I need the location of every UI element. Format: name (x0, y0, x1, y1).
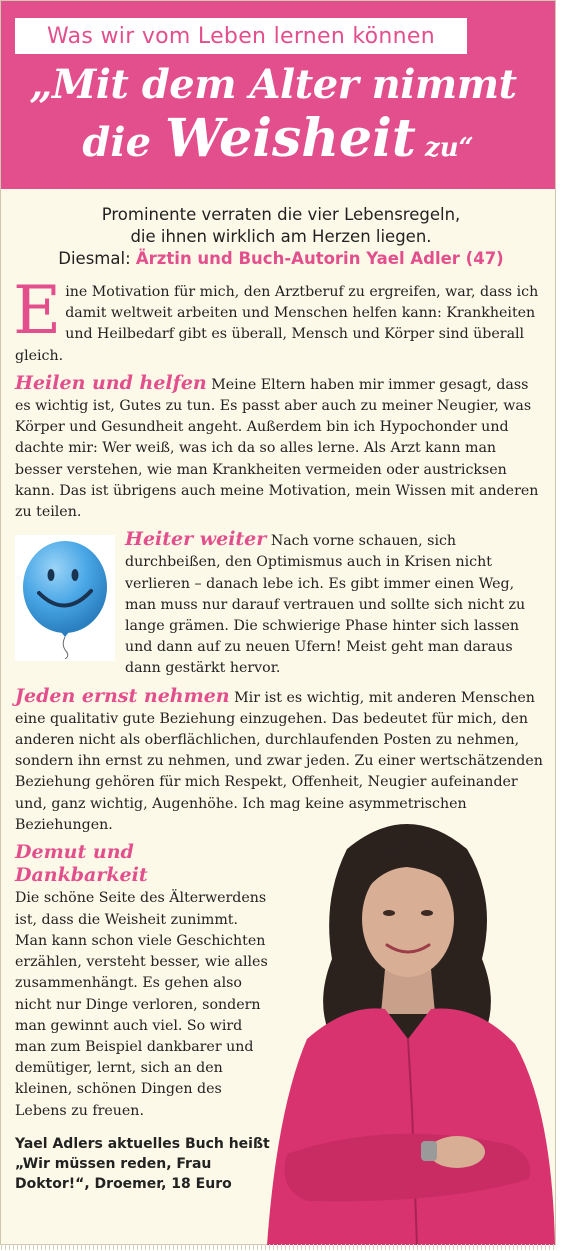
intro-who: Ärztin und Buch-Autorin Yael Adler (47) (135, 249, 504, 268)
section-text: Mir ist es wichtig, mit anderen Menschen eine qualitativ gute Beziehung einzugehen. Das bedeutet für mich, den anderen nicht als oberflächlichen, durchlaufenden Posten zu nehmen, sondern ihn ernst zu nehmen, und zwar jeden. Zu einer wertschätzenden Beziehung gehören für mich Respekt, Offenheit, Neugier aufeinander und, ganz wichtig, Augenhöhe. Ich mag keine asymmetrischen Beziehungen. (15, 689, 543, 833)
section-text: Meine Eltern haben mir immer gesagt, dass es wichtig ist, Gutes zu tun. Es passt aber auch zu meiner Neugier, was Körper und Gesundheit angeht. Außerdem bin ich Hypochonder und dachte mir: Wer weiß, was ich da so alles lerne. Als Arzt kann man besser verstehen, wie man Krankheiten vermeiden oder austricksen kann. Das ist übrigens auch meine Motivation, mein Wissen mit anderen zu teilen. (15, 376, 539, 521)
kicker: Was wir vom Leben lernen können (47, 23, 435, 49)
smiley-balloon-image (15, 535, 115, 661)
headline-line-2 (1, 108, 555, 169)
section-2 (15, 529, 545, 679)
intro (11, 204, 551, 270)
narrow-column (15, 842, 270, 1194)
opening-paragraph (13, 272, 545, 367)
book-credit: Yael Adlers aktuelles Buch heißt „Wir müssen reden, Frau Doktor!“, Droemer, 18 Euro (15, 1135, 270, 1192)
section-heading: Demut und Dankbarkeit (15, 841, 148, 887)
article-header (1, 1, 555, 189)
woman-portrait-icon (267, 824, 555, 1245)
section-text: Nach vorne schauen, sich durchbeißen, den Optimismus auch in Krisen nicht verlieren – danach lebe ich. Es gibt immer einen Weg, man muss nur darauf vertrauen und sollte sich nicht zu lange grämen. Die schwierige Phase hinter sich lassen und dann auf zu neuen Ufern! Meist geht man daraus dann gestärkt hervor. (125, 533, 526, 677)
headline (1, 61, 555, 169)
portrait-photo (267, 809, 555, 1245)
smiley-balloon-icon (17, 537, 113, 659)
section-1 (15, 373, 545, 523)
headline-big-word: Weisheit (164, 108, 416, 169)
kicker-box (15, 18, 467, 54)
intro-line-1: Prominente verraten die vier Lebensregeln, (101, 205, 461, 224)
section-heading: Jeden ernst nehmen (15, 684, 230, 707)
section-text: Die schöne Seite des Älterwerdens ist, dass die Weisheit zunimmt. Man kann schon viele Geschichten erzählen, versteht besser, wie alles zusammenhängt. Es gehen also nicht nur Dinge verloren, sondern man gewinnt auch viel. So wird man zum Beispiel dankbarer und demütiger, lernt, sich an den kleinen, schönen Dingen des Lebens zu freuen. (15, 890, 268, 1119)
section-4 (15, 842, 270, 1122)
drop-cap: E (13, 272, 62, 349)
intro-line-2: die ihnen wirklich am Herzen liegen. (130, 227, 432, 246)
section-heading: Heiter weiter (125, 528, 267, 551)
headline-line-1: „Mit dem Alter nimmt (29, 61, 517, 108)
headline-post: zu“ (415, 133, 474, 163)
opening-text: ine Motivation für mich, den Arztberuf zu ergreifen, war, dass ich damit weltweit arbeiten und Menschen helfen kann: Krankheiten und Heilbedarf gibt es überall, Mensch und Körper sind überall gleich. (15, 284, 539, 364)
intro-line-3 (11, 248, 551, 270)
intro-prefix: Diesmal: (58, 249, 136, 268)
section-heading: Heilen und helfen (15, 371, 207, 394)
headline-pre: die (82, 119, 165, 166)
